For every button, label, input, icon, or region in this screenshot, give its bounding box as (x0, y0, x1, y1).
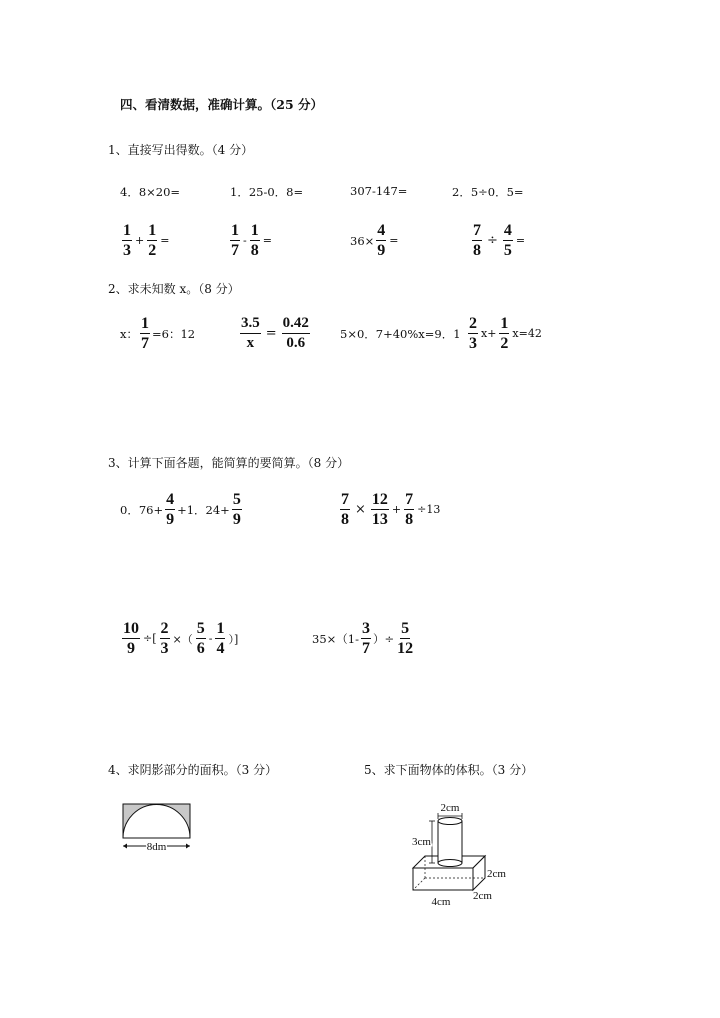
q5-title: 5、求下面物体的体积。（3 分） (364, 763, 534, 777)
q2-eq-1: x： $\frac{1}{7}$ =6：12 (120, 315, 196, 352)
q2-eq-3: 5×0．7+40%x=9．1 (340, 327, 461, 341)
q3-expr-3: $\frac{10}{9}$ ÷[ $\frac{2}{3}$ ×（ $\frac{5}{6}$ - $\frac{1}{4}$ ）] (123, 620, 239, 657)
q3-expr-1: 0．76+ $\frac{4}{9}$ +1．24+ $\frac{5}{9}$ (120, 491, 241, 528)
solid-figure (405, 796, 515, 910)
q1-frac-item-1: $\frac{1}{3}$ + $\frac{1}{2}$ = (123, 222, 170, 259)
q1-frac-item-2: $\frac{1}{7}$ - $\frac{1}{8}$ = (231, 222, 272, 259)
q4-title: 4、求阴影部分的面积。（3 分） (108, 763, 278, 777)
q1-frac-item-3: 36× $\frac{4}{9}$ = (350, 222, 399, 259)
q3-expr-4: 35×（1- $\frac{3}{7}$ ）÷ $\frac{5}{12}$ (312, 620, 414, 657)
q1-frac-item-4: $\frac{7}{8}$ ÷ $\frac{4}{5}$ = (473, 222, 526, 259)
cylinder-diameter-label: 2cm (440, 802, 460, 814)
q2-eq-4: $\frac{2}{3}$ x+ $\frac{1}{2}$ x=42 (469, 315, 542, 352)
box-width-label: 2cm (473, 890, 492, 902)
diameter-label: 8dm (146, 841, 167, 852)
q1-item-3: 307-147= (350, 184, 408, 198)
q2-eq-2: $\frac{3.5}{x}$ = $\frac{0.42}{0.6}$ (241, 315, 309, 351)
q2-title: 2、求未知数 x。（8 分） (108, 282, 240, 296)
section-title: 四、看清数据，准确计算。（25 分） (120, 97, 323, 112)
q3-title: 3、计算下面各题，能简算的要简算。（8 分） (108, 456, 350, 470)
q1-item-4: 2．5÷0．5= (452, 185, 524, 199)
q1-title: 1、直接写出得数。（4 分） (108, 143, 254, 157)
box-length-label: 4cm (431, 896, 451, 908)
cylinder-height-label: 3cm (412, 836, 431, 848)
q3-expr-2: $\frac{7}{8}$ × $\frac{12}{13}$ + $\frac{7}{8}$ ÷13 (341, 491, 441, 528)
box-height-label: 2cm (487, 868, 506, 880)
q1-item-2: 1．25-0．8= (230, 185, 304, 199)
q1-item-1: 4．8×20= (120, 185, 181, 199)
semicircle-figure (118, 800, 198, 852)
